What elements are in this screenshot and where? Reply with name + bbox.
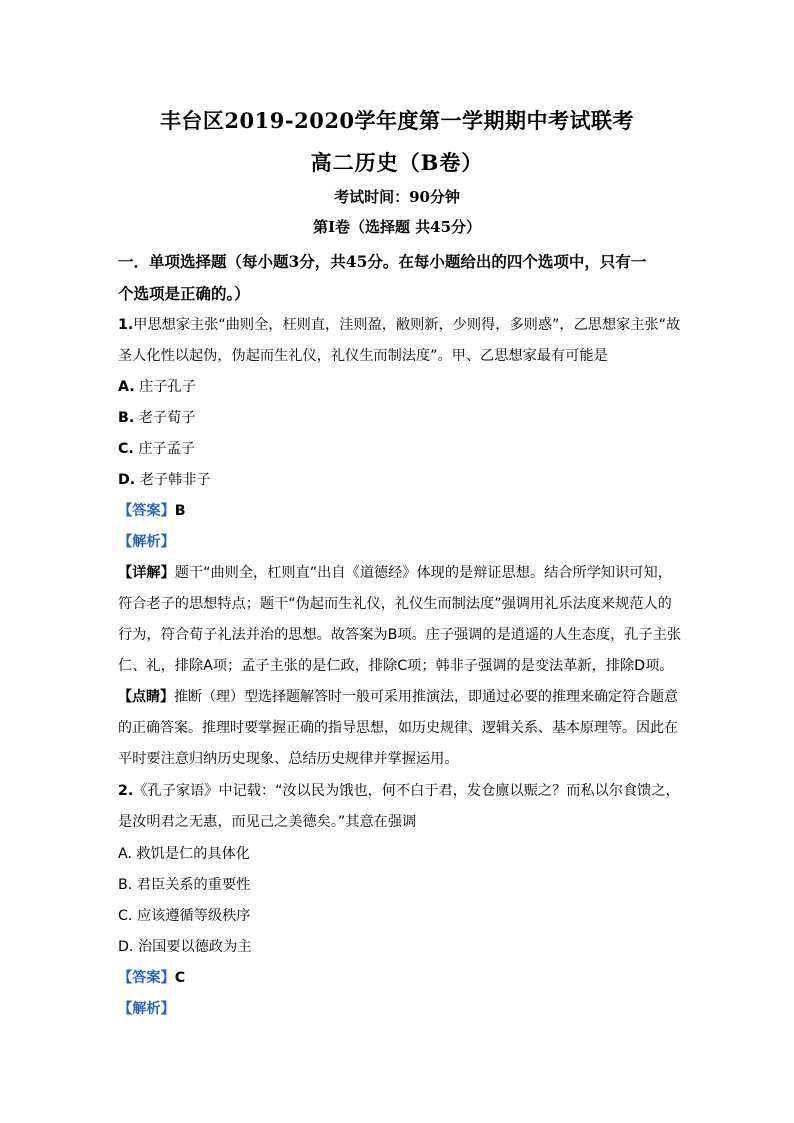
exam-time: 考试时间：90分钟	[334, 188, 460, 206]
q1-option-c	[118, 438, 195, 458]
q2-analysis	[118, 998, 175, 1018]
q1-detail-line1	[118, 562, 672, 582]
q2-stem-text1: 《孔子家语》中记载：“汝以民为饿也，何不白于君，发仓廪以赈之？而私以尔食馈之，	[133, 783, 680, 799]
option-letter: B.	[118, 410, 135, 426]
q1-detail-line3: 行为，符合荀子礼法并治的思想。故答案为B项。庄子强调的是逍遥的人生态度，孔子主张	[118, 627, 682, 643]
q1-stem-line2: 圣人化性以起伪，伪起而生礼仪，礼仪生而制法度”。甲、乙思想家最有可能是	[118, 348, 608, 364]
option-letter: C.	[118, 908, 133, 924]
q1-option-d	[118, 469, 211, 489]
analysis-label: 【解析】	[118, 534, 175, 550]
option-text: 治国要以德政为主	[137, 939, 252, 955]
q1-option-b	[118, 407, 196, 427]
detail-text1: 题干“曲则全，杠则直”出自《道德经》体现的是辩证思想。结合所学知识可知，	[174, 565, 672, 581]
q1-tip-line1	[118, 686, 678, 706]
option-letter: D.	[118, 472, 136, 488]
answer-label: 【答案】	[118, 503, 175, 519]
detail-label: 【详解】	[118, 565, 175, 581]
q2-number: 2.	[118, 783, 134, 799]
exam-title: 丰台区2019-2020学年度第一学期期中考试联考	[159, 108, 635, 133]
q2-option-b	[118, 874, 250, 894]
q1-tip-line3: 平时要注意归纳历史现象、总结历史规律并掌握运用。	[118, 751, 459, 767]
q2-option-c	[118, 905, 250, 925]
q1-stem-text1: 甲思想家主张“曲则全，枉则直，洼则盈，敝则新，少则得，多则惑”，乙思想家主张“故	[133, 317, 681, 333]
volume-heading: 第Ⅰ卷（选择题 共45分）	[312, 218, 482, 236]
option-text: 老子荀子	[138, 410, 196, 426]
tip-label: 【点睛】	[118, 689, 174, 705]
q1-tip-line2: 的正确答案。推理时要掌握正确的指导思想，如历史规律、逻辑关系、基本原理等。因此在	[118, 720, 678, 736]
q1-detail-line2: 符合老子的思想特点；题干“伪起而生礼仪，礼仪生而制法度”强调用礼乐法度来规范人的	[118, 596, 672, 612]
answer-label: 【答案】	[118, 970, 175, 986]
q1-detail-line4: 仁、礼，排除A项；孟子主张的是仁政，排除C项；韩非子强调的是变法革新，排除D项。	[118, 658, 674, 674]
option-letter: B.	[118, 877, 133, 893]
q2-stem-line2: 是汝明君之无惠，而见己之美德矣。”其意在强调	[118, 814, 417, 830]
option-text: 救饥是仁的具体化	[136, 846, 250, 862]
option-text: 庄子孟子	[138, 441, 196, 457]
q1-number: 1.	[118, 317, 134, 333]
q2-option-a	[118, 843, 250, 863]
section-heading-line1: 一．单项选择题（每小题3分，共45分。在每小题给出的四个选项中，只有一	[118, 252, 647, 271]
q2-option-d	[118, 936, 251, 956]
answer-value: C	[174, 970, 186, 986]
exam-subtitle: 高二历史（B卷）	[310, 150, 484, 175]
section-heading-line2: 个选项是正确的。）	[118, 284, 250, 303]
tip-text1: 推断（理）型选择题解答时一般可采用推演法，即通过必要的推理来确定符合题意	[174, 689, 678, 705]
q1-stem-line1	[118, 314, 680, 334]
q2-answer	[118, 967, 185, 987]
q2-stem-line1	[118, 780, 680, 800]
q1-answer	[118, 500, 186, 520]
q1-analysis	[118, 531, 175, 551]
answer-value: B	[174, 503, 186, 519]
option-text: 君臣关系的重要性	[136, 877, 251, 893]
option-text: 庄子孔子	[139, 379, 196, 395]
option-letter: A.	[118, 846, 132, 862]
option-text: 老子韩非子	[139, 472, 211, 488]
q1-option-a	[118, 376, 196, 396]
option-letter: D.	[118, 939, 134, 955]
analysis-label: 【解析】	[118, 1001, 175, 1017]
option-letter: A.	[118, 379, 135, 395]
option-text: 应该遵循等级秩序	[136, 908, 251, 924]
option-letter: C.	[118, 441, 134, 457]
